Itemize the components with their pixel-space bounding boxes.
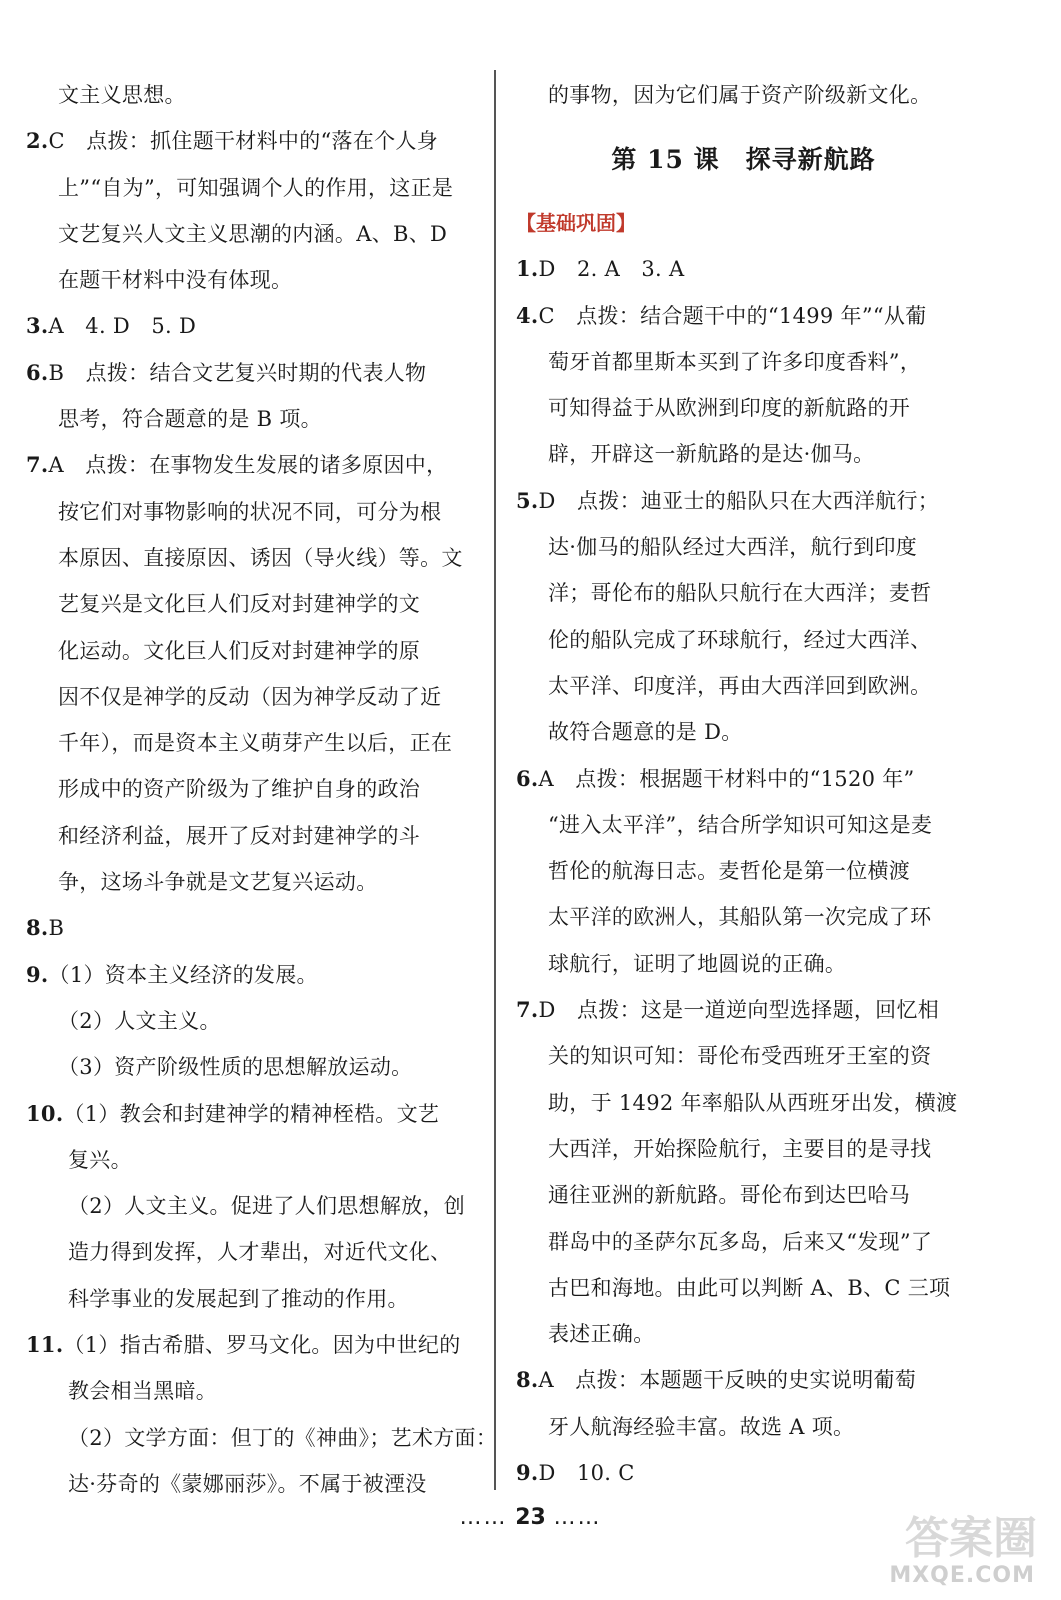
answer-text-line xyxy=(26,396,476,442)
answer-text: 表述正确。 xyxy=(548,1322,655,1347)
answer-item xyxy=(516,1450,971,1496)
answer-number: 8. xyxy=(516,1367,539,1393)
answer-item xyxy=(26,952,476,998)
answer-number: 8. xyxy=(26,915,49,941)
answer-text: D 点拨：这是一道逆向型选择题，回忆相 xyxy=(538,998,940,1023)
answer-text-line xyxy=(516,802,971,848)
answer-text: 通往亚洲的新航路。哥伦布到达巴哈马 xyxy=(548,1183,911,1208)
answer-text-line xyxy=(26,165,476,211)
answer-text-line xyxy=(516,617,971,663)
answer-text-line xyxy=(26,211,476,257)
answer-text: A 4. D 5. D xyxy=(48,314,197,339)
answer-text: 本原因、直接原因、诱因（导火线）等。文 xyxy=(58,545,463,570)
answer-text: 教会相当黑暗。 xyxy=(68,1379,218,1404)
answer-text: 上”“自为”，可知强调个人的作用，这正是 xyxy=(58,175,454,200)
answer-text: 的事物，因为它们属于资产阶级新文化。 xyxy=(548,83,932,107)
answer-text: 辟，开辟这一新航路的是达·伽马。 xyxy=(548,442,875,467)
page-number: 23 xyxy=(515,1505,546,1530)
right-column-continuation xyxy=(516,72,971,118)
answer-text-line xyxy=(516,385,971,431)
answer-text: 群岛中的圣萨尔瓦多岛，后来又“发现”了 xyxy=(548,1229,933,1254)
answer-item xyxy=(26,350,476,396)
answer-item xyxy=(26,905,476,951)
answer-text: B 点拨：结合文艺复兴时期的代表人物 xyxy=(48,360,427,385)
watermark-logo-text: 答案圈 xyxy=(905,1513,1037,1564)
answer-text: 科学事业的发展起到了推动的作用。 xyxy=(68,1286,409,1311)
answer-text: B xyxy=(48,916,65,941)
answer-text-line xyxy=(26,720,476,766)
answer-text: C 点拨：抓住题干材料中的“落在个人身 xyxy=(48,129,439,154)
answer-text: （2）人文主义。 xyxy=(58,1008,221,1033)
answer-number: 2. xyxy=(26,128,49,154)
answer-text-line xyxy=(516,1404,971,1450)
answer-text-line xyxy=(26,1415,498,1461)
answer-text: A 点拨：在事物发生发展的诸多原因中， xyxy=(48,453,448,478)
answer-text: 复兴。 xyxy=(68,1147,132,1172)
answer-text-line xyxy=(516,1126,971,1172)
answer-number: 4. xyxy=(516,302,539,328)
answer-item xyxy=(516,1357,971,1403)
footer-dots-right: …… xyxy=(553,1505,602,1530)
answer-text-line xyxy=(26,257,476,303)
answer-item xyxy=(516,293,971,339)
answer-number: 3. xyxy=(26,313,49,339)
answer-text: 因不仅是神学的反动（因为神学反动了近 xyxy=(58,684,442,709)
answer-text-line xyxy=(26,581,476,627)
answer-number: 7. xyxy=(26,452,49,478)
answer-text: （2）文学方面：但丁的《神曲》；艺术方面： xyxy=(68,1425,498,1450)
answer-text: D 10. C xyxy=(538,1461,635,1486)
answer-text-line xyxy=(26,1461,476,1507)
answer-text: 在题干材料中没有体现。 xyxy=(58,268,293,293)
answer-text-line xyxy=(26,998,476,1044)
answer-text: 艺复兴是文化巨人们反对封建神学的文 xyxy=(58,592,421,617)
answer-item xyxy=(516,246,971,292)
answer-number: 6. xyxy=(26,359,49,385)
answer-item xyxy=(516,478,971,524)
answer-text: 哲伦的航海日志。麦哲伦是第一位横渡 xyxy=(548,859,911,884)
answer-text: D 点拨：迪亚士的船队只在大西洋航行； xyxy=(538,488,940,513)
footer-dots-left: …… xyxy=(459,1505,508,1530)
answer-text-line xyxy=(26,1044,476,1090)
answer-item xyxy=(516,756,971,802)
answer-text: 和经济利益，展开了反对封建神学的斗 xyxy=(58,823,421,848)
answer-text-line xyxy=(26,489,476,535)
answer-item xyxy=(26,118,476,164)
watermark-site-text: MXQE.COM xyxy=(889,1563,1035,1588)
answer-text: 化运动。文化巨人们反对封建神学的原 xyxy=(58,638,421,663)
answer-number: 1. xyxy=(516,256,539,282)
answer-text-line xyxy=(516,1172,971,1218)
answer-text-line xyxy=(26,859,476,905)
answer-text-line xyxy=(26,1183,476,1229)
answer-number: 9. xyxy=(26,961,49,987)
answer-item xyxy=(26,442,476,488)
answer-text: 伦的船队完成了环球航行，经过大西洋、 xyxy=(548,627,932,652)
answer-text: 太平洋的欧洲人，其船队第一次完成了环 xyxy=(548,905,932,930)
answer-text: 可知得益于从欧洲到印度的新航路的开 xyxy=(548,396,911,421)
answer-number: 5. xyxy=(516,487,539,513)
left-column xyxy=(26,72,498,1507)
answer-text: A 点拨：根据题干材料中的“1520 年” xyxy=(538,766,915,791)
answer-text: （2）人文主义。促进了人们思想解放，创 xyxy=(68,1194,466,1219)
answer-text: （3）资产阶级性质的思想解放运动。 xyxy=(58,1055,413,1080)
answer-text: 达·伽马的船队经过大西洋，航行到印度 xyxy=(548,535,918,560)
answer-text: （1）指古希腊、罗马文化。因为中世纪的 xyxy=(63,1333,461,1358)
answer-text-line xyxy=(516,1265,971,1311)
answer-text-line xyxy=(26,766,476,812)
answer-list xyxy=(516,246,971,1496)
answer-text-line xyxy=(26,1137,476,1183)
answer-text-line xyxy=(26,628,476,674)
answer-text: （1）资本主义经济的发展。 xyxy=(48,962,318,987)
answer-text-line xyxy=(516,709,971,755)
lesson-title: 第 15 课 探寻新航路 xyxy=(611,145,876,175)
answer-text-line xyxy=(26,1368,476,1414)
answer-text-line xyxy=(516,1033,971,1079)
answer-text: 达·芬奇的《蒙娜丽莎》。不属于被湮没 xyxy=(68,1471,427,1496)
section-label: 【基础巩固】 xyxy=(516,211,636,236)
answer-text: C 点拨：结合题干中的“1499 年”“从葡 xyxy=(538,303,927,328)
answer-text-line xyxy=(516,1219,971,1265)
answer-text-line xyxy=(516,848,971,894)
answer-text-line xyxy=(516,941,971,987)
answer-text: 洋；哥伦布的船队只航行在大西洋；麦哲 xyxy=(548,581,932,606)
answer-text: 千年），而是资本主义萌芽产生以后，正在 xyxy=(58,731,453,756)
answer-text-line xyxy=(516,339,971,385)
answer-text-line xyxy=(516,1311,971,1357)
answer-text: （1）教会和封建神学的精神桎梏。文艺 xyxy=(63,1101,440,1126)
answer-text: 造力得到发挥，人才辈出，对近代文化、 xyxy=(68,1240,452,1265)
answer-text: 思考，符合题意的是 B 项。 xyxy=(58,407,322,432)
answer-text-line xyxy=(26,535,476,581)
answer-text: 牙人航海经验丰富。故选 A 项。 xyxy=(548,1414,855,1439)
column-divider xyxy=(494,70,496,1490)
answer-text: 争，这场斗争就是文艺复兴运动。 xyxy=(58,870,378,895)
answer-text-line xyxy=(26,1229,476,1275)
answer-text-line xyxy=(516,663,971,709)
answer-text-line xyxy=(516,894,971,940)
answer-text: D 2. A 3. A xyxy=(538,257,685,282)
answer-text: 故符合题意的是 D。 xyxy=(548,720,743,745)
answer-text: 文主义思想。 xyxy=(58,83,186,107)
answer-text: 助，于 1492 年率船队从西班牙出发，横渡 xyxy=(548,1090,958,1115)
answer-text-line xyxy=(516,524,971,570)
answer-text-line xyxy=(516,1080,971,1126)
answer-text: “进入太平洋”，结合所学知识可知这是麦 xyxy=(548,812,933,837)
answer-text: 古巴和海地。由此可以判断 A、B、C 三项 xyxy=(548,1275,951,1300)
answer-text: 球航行，证明了地圆说的正确。 xyxy=(548,951,847,976)
answer-text-line xyxy=(516,431,971,477)
right-column xyxy=(516,72,971,1496)
answer-number: 9. xyxy=(516,1460,539,1486)
answer-text-line xyxy=(516,72,971,118)
answer-text: 大西洋，开始探险航行，主要目的是寻找 xyxy=(548,1136,932,1161)
answer-text-line xyxy=(26,1276,476,1322)
answer-number: 7. xyxy=(516,997,539,1023)
answer-number: 10. xyxy=(26,1100,64,1126)
answer-text-line xyxy=(516,570,971,616)
answer-text: 按它们对事物影响的状况不同，可分为根 xyxy=(58,499,442,524)
answer-text-line xyxy=(26,72,476,118)
answer-text: 关的知识可知：哥伦布受西班牙王室的资 xyxy=(548,1044,932,1069)
answer-text: 萄牙首都里斯本买到了许多印度香料”， xyxy=(548,349,922,374)
answer-text: 太平洋、印度洋，再由大西洋回到欧洲。 xyxy=(548,673,932,698)
answer-item xyxy=(26,1322,476,1368)
watermark-logo xyxy=(891,1502,1041,1592)
answer-text-line xyxy=(26,674,476,720)
answer-text: 形成中的资产阶级为了维护自身的政治 xyxy=(58,777,421,802)
answer-item xyxy=(26,1091,476,1137)
answer-text-line xyxy=(26,813,476,859)
answer-text: 文艺复兴人文主义思潮的内涵。A、B、D xyxy=(58,221,448,246)
answer-item xyxy=(26,303,476,349)
answer-item xyxy=(516,987,971,1033)
answer-text: A 点拨：本题题干反映的史实说明葡萄 xyxy=(538,1368,917,1393)
answer-number: 11. xyxy=(26,1332,64,1358)
answer-number: 6. xyxy=(516,765,539,791)
